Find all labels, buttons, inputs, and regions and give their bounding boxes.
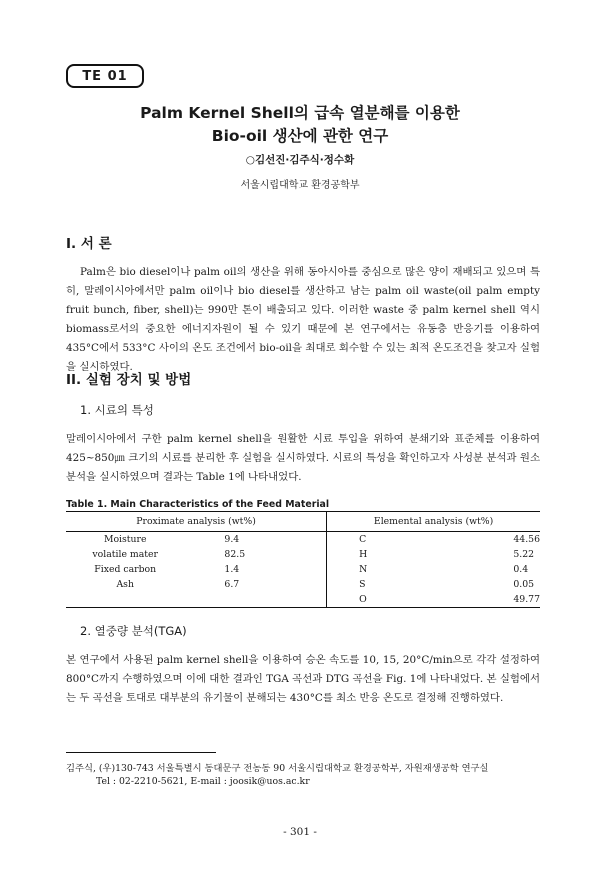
paper-title-line1: Palm Kernel Shell의 급속 열분해를 이용한 xyxy=(140,104,460,122)
footnote-address: 김주식, (우)130-743 서울특별시 동대문구 전농동 90 서울시립대학교 환경공학부, 자원재생공학 연구실 xyxy=(66,763,489,774)
table-row xyxy=(66,577,540,592)
authors: ○김선진·김주식·정수화 xyxy=(245,154,355,166)
proximate-label: volatile mater xyxy=(92,549,158,560)
proximate-value: 82.5 xyxy=(224,549,246,560)
element-label: O xyxy=(327,592,414,608)
introduction-paragraph: Palm은 bio diesel이나 palm oil의 생산을 위해 동아시아를 중심으로 많은 양이 재배되고 있으며 특히, 말레이시아에서만 palm oil이나 bio diesel를 생산하고 남는 palm oil waste(oil palm empty fruit bunch, fiber, shell)는 990만 톤이 배출되고 있다. 이러한 waste 중 palm kernel shell 역시 biomass로서의 중요한 에너지자원이 될 수 있기 때문에 본 연구에서는 유동층 반응기를 이용하여 435°C에서 533°C 사이의 온도 조건에서 bio-oil을 최대로 회수할 수 있는 최적 온도조건을 찾고자 실험을 실시하였다. xyxy=(66,266,540,373)
proximate-value: 6.7 xyxy=(224,579,240,590)
element-value: 0.05 xyxy=(513,579,535,590)
page-number: - 301 - xyxy=(283,826,317,838)
section-heading-methods: II. 실험 장치 및 방법 xyxy=(66,372,192,388)
proximate-label: Moisture xyxy=(103,534,147,545)
table-caption: Table 1. Main Characteristics of the Feed Material xyxy=(66,499,330,510)
table-row xyxy=(66,547,540,562)
element-value: 0.4 xyxy=(513,564,529,575)
element-label: N xyxy=(327,562,414,577)
table-row xyxy=(66,562,540,577)
affiliation: 서울시립대학교 환경공학부 xyxy=(240,180,360,191)
proximate-value: 1.4 xyxy=(224,564,240,575)
element-value: 5.22 xyxy=(513,549,535,560)
subsection-heading-sample: 1. 시료의 특성 xyxy=(80,403,154,417)
proximate-value: 9.4 xyxy=(224,534,240,545)
element-label: C xyxy=(327,532,414,548)
tga-paragraph: 본 연구에서 사용된 palm kernel shell을 이용하여 승온 속도를 10, 15, 20°C/min으로 각각 설정하여 800°C까지 수행하였으며 이에 대한 결과인 TGA 곡선과 DTG 곡선을 Fig. 1에 나타내었다. 본 실험에서는 두 곡선을 토대로 대부분의 유기물이 분해되는 430°C를 최소 반응 온도로 결정해 진행하였다. xyxy=(66,654,540,704)
paper-title-line2: Bio-oil 생산에 관한 연구 xyxy=(211,127,389,145)
subsection-heading-tga: 2. 열중량 분석(TGA) xyxy=(80,624,187,638)
element-value: 44.56 xyxy=(513,534,540,545)
proximate-label: Fixed carbon xyxy=(94,564,157,575)
table-header-elemental: Elemental analysis (wt%) xyxy=(327,512,540,532)
table-header-proximate: Proximate analysis (wt%) xyxy=(66,512,327,532)
sample-paragraph: 말레이시아에서 구한 palm kernel shell을 원활한 시료 투입을 위하여 분쇄기와 표준체를 이용하여 425~850㎛ 크기의 시료를 분리한 후 실험을 실시하였다. 시료의 특성을 확인하고자 사성분 분석과 원소 분석을 실시하였으며 결과는 Table 1에 나타내었다. xyxy=(66,433,540,483)
proximate-label: Ash xyxy=(116,579,134,590)
element-label: S xyxy=(327,577,414,592)
proximate-label xyxy=(66,592,184,608)
session-badge: TE 01 xyxy=(66,64,144,88)
proximate-value xyxy=(184,592,326,608)
characteristics-table xyxy=(66,511,540,608)
table-row xyxy=(66,592,540,608)
table-row xyxy=(66,532,540,548)
section-heading-introduction: I. 서 론 xyxy=(66,236,112,252)
footnote-contact: Tel : 02-2210-5621, E-mail : joosik@uos.ac.kr xyxy=(96,776,310,787)
element-label: H xyxy=(327,547,414,562)
footnote-divider xyxy=(66,752,216,753)
element-value: 49.77 xyxy=(413,592,540,608)
